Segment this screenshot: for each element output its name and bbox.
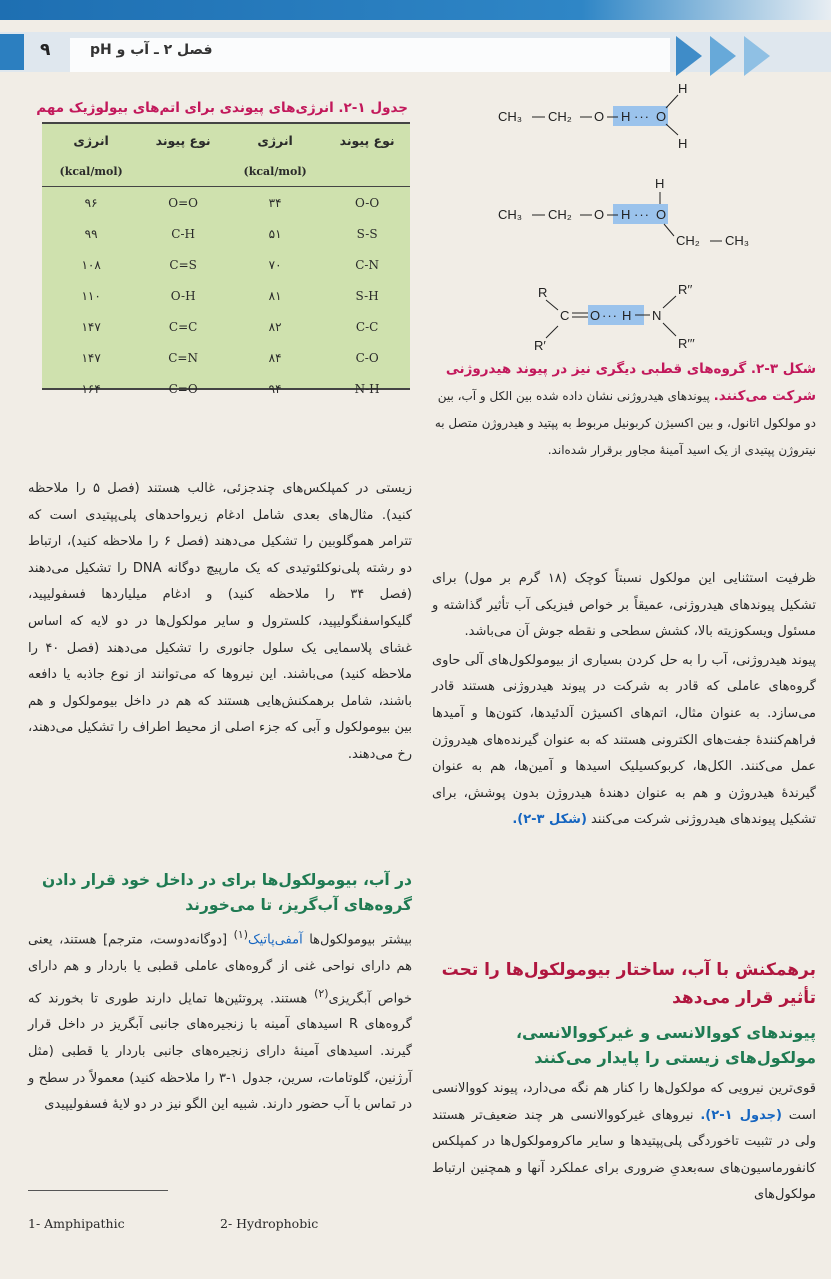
footnote-divider xyxy=(28,1190,168,1191)
paragraph: پیوند هیدروژنی، آب را به حل کردن بسیاری از بیومولکول‌های آلی حاوی گروه‌های عاملی که قادر به شرکت در پیوند هیدروژنی هستند قادر می‌سازد. به عنوان مثال، اتم‌های اکسیژن آلدئیدها، کتون‌ها و آمیدها فراهم‌کنندهٔ جفت‌های الکترونی هستند که به عنوان گیرنده‌های هیدروژن عمل می‌کنند. الکل‌ها، کربوکسیلیک اسیدها و آمین‌ها، هم به عنوان گیرندهٔ هیدروژن و هم به عنوان دهندهٔ هیدروژن بدون پوشش، برای تشکیل پیوندهای هیدروژنی شرکت می‌کنند xyxy=(432,652,816,828)
table-cell: O-O xyxy=(355,195,380,210)
paragraph: زیستی در کمپلکس‌های چندجزئی، غالب هستند (فصل ۵ را ملاحظه کنید). مثال‌های بعدی شامل ادغام زیرواحدهای پلی‌پپتیدی است که تترامر هموگلوبین را تشکیل می‌دهند (فصل ۶ را ملاحظه کنید)، ارتباط دو رشته پلی‌نوکلئوتیدی که یک مارپیچ دوگانه DNA را تشکیل می‌دهند (فصل ۳۴ را ملاحظه کنید) و ادغام میلیاردها فسفولیپید، گلیکواسفنگولیپید، کلسترول و سایر مولکول‌ها در دو لایه که اساس غشای پلاسمایی یک سلول جانوری را تشکیل می‌دهند (فصل ۴۰ را ملاحظه کنید) می‌باشند. این نیروها که می‌توانند از نوع جاذبه یا دافعه باشند، شامل برهمکنش‌هایی هستند که هم در داخل بیومولکول و هم بین بیومولکول و آبی که جزء اصلی از محیط اطراف را تشکیل می‌دهند، رخ می‌دهند. xyxy=(28,481,413,762)
table-header: انرژی xyxy=(73,132,109,148)
table-cell: ۷۰ xyxy=(268,257,282,272)
hydrogen-bond-figure xyxy=(488,80,788,355)
right-column xyxy=(432,566,816,834)
page-number: ۹ xyxy=(40,40,51,60)
table-cell: S-S xyxy=(356,226,378,241)
paragraph: قوی‌ترین نیرویی که مولکول‌ها را کنار هم نگه می‌دارد، پیوند کووالانسی است xyxy=(432,1081,816,1123)
figure-caption-text: پیوندهای هیدروژنی نشان داده شده بین الکل و آب، بین دو مولکول اتانول، و بین اکسیژن کربونیل مربوط به پپتید و هیدروژن متصل به نیتروژن پپتیدی از یک اسید آمینهٔ مجاور برقرار شده‌اند. xyxy=(434,389,816,457)
term-amphipathic: آمفی‌پاتیک xyxy=(247,932,303,948)
table-row xyxy=(42,342,410,373)
atom-label: CH₃ xyxy=(725,233,750,248)
svg-text:···: ··· xyxy=(634,207,650,222)
table-cell: C=C xyxy=(168,319,198,334)
table-cell: ۸۱ xyxy=(268,288,282,303)
table-row xyxy=(42,280,410,311)
table-cell: C-H xyxy=(171,226,195,241)
table-cell: ۹۹ xyxy=(84,226,98,241)
table-header: انرژی xyxy=(257,132,293,148)
table-header: نوع پیوند xyxy=(155,132,211,148)
table-cell: C=S xyxy=(169,257,197,272)
left-column-lower xyxy=(28,922,412,1119)
atom-label: H xyxy=(678,136,688,151)
table-cell: ۹۶ xyxy=(84,195,98,210)
atom-label: O xyxy=(594,207,605,222)
atom-label: R′ xyxy=(534,338,546,353)
atom-label: C xyxy=(560,308,570,323)
table-row xyxy=(42,373,410,404)
table-row xyxy=(42,218,410,249)
footnote-marker: (۲) xyxy=(314,986,329,1000)
atom-label: R′′ xyxy=(678,282,693,297)
table-cell: O-H xyxy=(170,288,196,303)
table-cell: ۱۴۷ xyxy=(81,350,101,365)
header-left-bar xyxy=(0,34,24,70)
atom-label: CH₃ xyxy=(498,207,523,222)
table-cell: ۱۶۴ xyxy=(81,381,101,396)
table-unit: (kcal/mol) xyxy=(226,156,324,187)
header-chevron xyxy=(710,36,736,76)
table-cell: S-H xyxy=(355,288,379,303)
header-chevron xyxy=(676,36,702,76)
table-unit xyxy=(324,156,410,187)
header-top-band xyxy=(0,0,831,20)
atom-label: H xyxy=(622,308,632,323)
paragraph: نیروهای غیرکووالانسی هر چند ضعیف‌تر هستند ولی در تثبیت تاخوردگی پلی‌پپتیدها و سایر ماکرومولکول‌ها در کمپلکس کانفورماسیون‌های سه‌بعدیِ ضروری برای عملکرد آنها و همچنین ارتباط مولکول‌های xyxy=(432,1107,816,1203)
table-cell: C-N xyxy=(355,257,379,272)
atom-label: O xyxy=(590,308,601,323)
footnote-marker: (۱) xyxy=(233,928,248,941)
figure-caption xyxy=(430,356,816,464)
table-reference: (جدول ۱-۲). xyxy=(700,1107,782,1123)
table-cell: O=O xyxy=(168,195,198,210)
figure-reference: (شکل ۳-۲). xyxy=(512,812,587,828)
right-column-lower xyxy=(432,1076,816,1209)
paragraph: ظرفیت استثنایی این مولکول نسبتاً کوچک (۱۸ گرم بر مول) برای تشکیل پیوندهای هیدروژنی، عمیقاً بر خواص فیزیکی آب تأثیر گذاشته و مسئول ویسکوزیته بالا، کشش سطحی و نقطه جوش آن می‌باشد. xyxy=(432,571,816,640)
subsection-heading: پیوندهای کووالانسی و غیرکووالانسی، مولکول‌های زیستی را پایدار می‌کنند xyxy=(515,1023,816,1067)
atom-label: R xyxy=(538,285,548,300)
table-cell: ۱۴۷ xyxy=(81,319,101,334)
table-cell: ۱۱۰ xyxy=(81,288,101,303)
table-cell: ۸۲ xyxy=(268,319,282,334)
atom-label: H xyxy=(621,207,631,222)
table-cell: C-O xyxy=(355,350,379,365)
atom-label: H xyxy=(678,81,688,96)
table-cell: ۸۴ xyxy=(268,350,282,365)
table-cell: C=O xyxy=(168,381,198,396)
atom-label: CH₃ xyxy=(498,109,523,124)
svg-text:···: ··· xyxy=(634,109,650,124)
table-row xyxy=(42,187,410,219)
table-header: نوع پیوند xyxy=(339,132,395,148)
table-cell: ۱۰۸ xyxy=(81,257,101,272)
table-caption: جدول ۱-۲. انرژی‌های پیوندی برای اتم‌های بیولوژیک مهم xyxy=(36,100,408,116)
atom-label: CH₂ xyxy=(548,207,572,222)
paragraph: [دوگانه‌دوست، مترجم] هستند، یعنی هم دارای نواحی غنی از گروه‌های عاملی قطبی یا باردار و هم دارای خواص آبگریزی xyxy=(28,932,413,1006)
table-cell: N-H xyxy=(354,381,380,396)
table-cell: C-C xyxy=(355,319,379,334)
paragraph: بیشتر بیومولکول‌ها xyxy=(309,932,413,948)
table-row xyxy=(42,249,410,280)
footnote: 2- Hydrophobic xyxy=(220,1216,319,1231)
atom-label: O xyxy=(594,109,605,124)
table-row xyxy=(42,311,410,342)
chapter-title: فصل ۲ ـ آب و pH xyxy=(90,42,213,58)
header-chevron xyxy=(744,36,770,76)
table-cell: C=N xyxy=(168,350,198,365)
atom-label: H xyxy=(655,176,665,191)
section-heading: برهمکنش با آب، ساختار بیومولکول‌ها را تحت تأثیر قرار می‌دهد xyxy=(441,960,816,1008)
left-column xyxy=(28,476,412,769)
subsection-heading: در آب، بیومولکول‌ها برای در داخل خود قرار دادن گروه‌های آب‌گریز، تا می‌خورند xyxy=(41,871,412,914)
atom-label: H xyxy=(621,109,631,124)
table-cell: ۹۴ xyxy=(268,381,282,396)
atom-label: R′′′ xyxy=(678,336,695,351)
atom-label: CH₂ xyxy=(548,109,572,124)
table-cell: ۳۴ xyxy=(268,195,282,210)
atom-label: O xyxy=(656,109,667,124)
atom-label: O xyxy=(656,207,667,222)
atom-label: N xyxy=(652,308,662,323)
table-cell: ۵۱ xyxy=(268,226,282,241)
figure-label: شکل ۳-۲. گروه‌های قطبی دیگری نیز در پیوند هیدروژنی شرکت می‌کنند. xyxy=(445,361,816,404)
footnote: 1- Amphipathic xyxy=(28,1216,125,1231)
table-unit: (kcal/mol) xyxy=(42,156,140,187)
atom-label: CH₂ xyxy=(676,233,700,248)
svg-text:···: ··· xyxy=(602,308,618,323)
table-unit xyxy=(140,156,226,187)
bond-energy-table xyxy=(42,122,410,396)
paragraph: هستند. پروتئین‌ها تمایل دارند طوری تا بخورند که گروه‌های R اسیدهای آمینه با زنجیره‌های جانبی آبگریز در داخل قرار گیرند. اسیدهای آمینهٔ دارای زنجیره‌های جانبی باردار یا قطبی (مثل آرژنین، گلوتامات، سرین، جدول ۱-۳ را ملاحظه کنید) معمولاً در سطح و در تماس با آب حضور دارند. شبیه این الگو نیز در دو لایهٔ فسفولیپیدی xyxy=(28,990,412,1113)
